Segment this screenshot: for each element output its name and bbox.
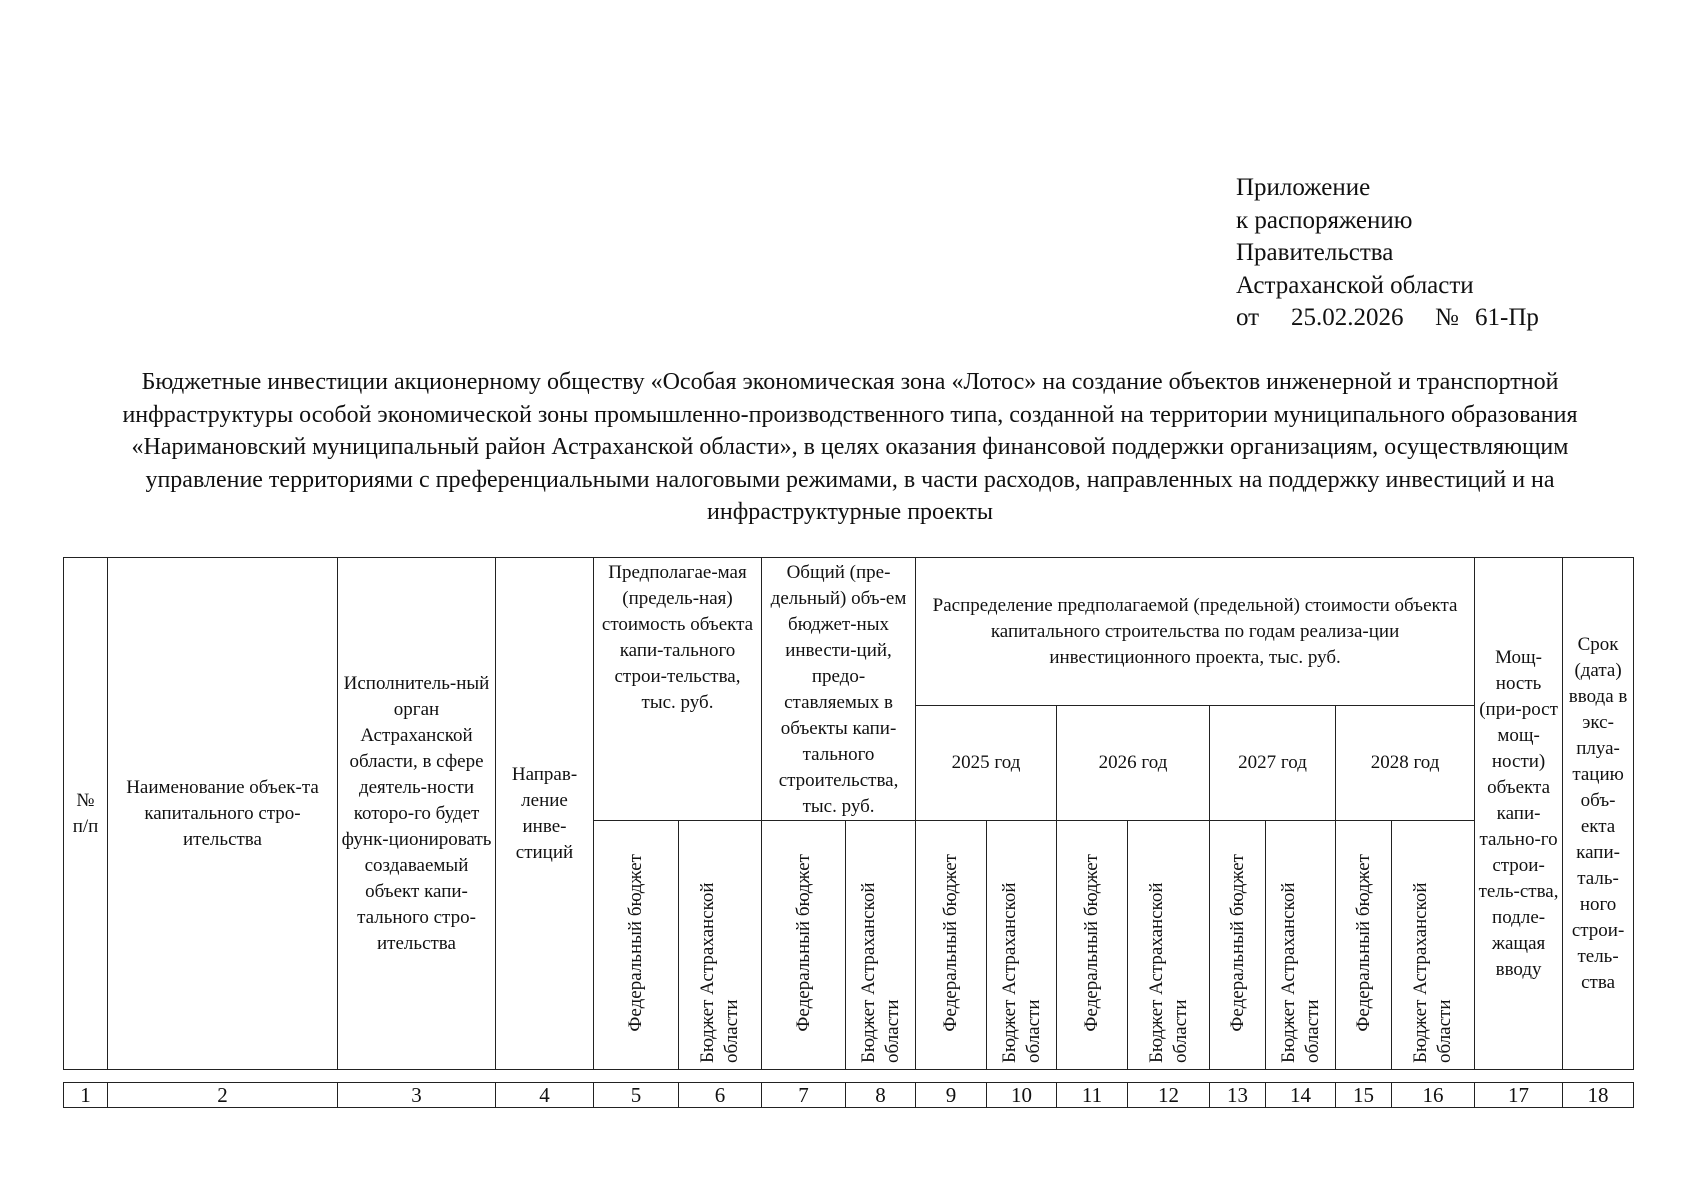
header-capacity: Мощ-ность (при-рост мощ-ности) объекта капи-тально-го строи-тель-ства, подле-жащая вводу — [1475, 558, 1563, 1070]
appendix-line: Астраханской области — [1236, 271, 1474, 299]
column-number: 15 — [1336, 1083, 1392, 1108]
column-number: 10 — [987, 1083, 1057, 1108]
2027-federal-budget: Федеральный бюджет — [1210, 821, 1266, 1070]
document-title: Бюджетные инвестиции акционерному обществу «Особая экономическая зона «Лотос» на создание объектов инженерной и транспортной инфраструктуры особой экономической зоны промышленно-производственного типа, созданной на территории муниципального образования «Наримановский муниципальный район Астраханской области», в целях оказания финансовой поддержки организациям, осуществляющим управление территориями с преференциальными налоговыми режимами, в части расходов, направленных на поддержку инвестиций и на инфраструктурные проекты — [122, 369, 1578, 525]
2025-regional-budget: Бюджет Астраханской области — [987, 821, 1057, 1070]
year-2028: 2028 год — [1336, 706, 1475, 821]
2028-federal-budget: Федеральный бюджет — [1336, 821, 1392, 1070]
2028-regional-budget: Бюджет Астраханской области — [1392, 821, 1475, 1070]
header-table — [63, 557, 1634, 1070]
number-sign: № — [1435, 304, 1459, 331]
2025-federal-budget: Федеральный бюджет — [916, 821, 987, 1070]
header-total-investment: Общий (пре-дельный) объ-ем бюджет-ных инвести-ций, предо-ставляемых в объекты капи-тального строительства, тыс. руб. — [762, 558, 916, 821]
2027-regional-budget: Бюджет Астраханской области — [1266, 821, 1336, 1070]
header-row-number: № п/п — [64, 558, 108, 1070]
appendix-number: 61-Пр — [1475, 304, 1539, 331]
header-estimated-cost: Предполагае-мая (предель-ная) стоимость объекта капи-тального строи-тельства, тыс. руб. — [594, 558, 762, 821]
header-investment-direction: Направ-ление инве-стиций — [496, 558, 594, 1070]
column-number: 16 — [1392, 1083, 1475, 1108]
appendix-date: 25.02.2026 — [1291, 304, 1404, 331]
column-number: 11 — [1057, 1083, 1128, 1108]
column-number: 6 — [679, 1083, 762, 1108]
cost-regional-budget: Бюджет Астраханской области — [679, 821, 762, 1070]
total-federal-budget: Федеральный бюджет — [762, 821, 846, 1070]
2026-federal-budget: Федеральный бюджет — [1057, 821, 1128, 1070]
appendix-line: к распоряжению — [1236, 206, 1413, 234]
header-executive-body: Исполнитель-ный орган Астраханской области, в сфере деятель-ности которо-го будет функ-ционировать создаваемый объект капи-тального стро-ительства — [338, 558, 496, 1070]
year-2026: 2026 год — [1057, 706, 1210, 821]
column-number: 4 — [496, 1083, 594, 1108]
column-number: 18 — [1563, 1083, 1634, 1108]
2026-regional-budget: Бюджет Астраханской области — [1128, 821, 1210, 1070]
appendix-block — [1236, 172, 1539, 335]
column-number: 9 — [916, 1083, 987, 1108]
column-number: 7 — [762, 1083, 846, 1108]
column-number: 14 — [1266, 1083, 1336, 1108]
year-2027: 2027 год — [1210, 706, 1336, 821]
column-numbers-table — [63, 1082, 1634, 1108]
header-object-name: Наименование объек-та капитального стро-ительства — [108, 558, 338, 1070]
appendix-line: Правительства — [1236, 239, 1394, 266]
column-number: 12 — [1128, 1083, 1210, 1108]
column-number: 2 — [108, 1083, 338, 1108]
column-number: 17 — [1475, 1083, 1563, 1108]
header-distribution: Распределение предполагаемой (предельной) стоимости объекта капитального строительства по годам реализа-ции инвестиционного проекта, тыс. руб. — [916, 558, 1475, 706]
column-number: 3 — [338, 1083, 496, 1108]
appendix-date-number — [1236, 302, 1539, 335]
column-number: 1 — [64, 1083, 108, 1108]
column-number: 13 — [1210, 1083, 1266, 1108]
total-regional-budget: Бюджет Астраханской области — [846, 821, 916, 1070]
from-label: от — [1236, 304, 1260, 331]
column-number: 8 — [846, 1083, 916, 1108]
year-2025: 2025 год — [916, 706, 1057, 821]
header-commissioning-date: Срок (дата) ввода в экс-плуа-тацию объ-екта капи-таль-ного строи-тель-ства — [1563, 558, 1634, 1070]
column-number: 5 — [594, 1083, 679, 1108]
cost-federal-budget: Федеральный бюджет — [594, 821, 679, 1070]
appendix-line: Приложение — [1236, 174, 1371, 201]
